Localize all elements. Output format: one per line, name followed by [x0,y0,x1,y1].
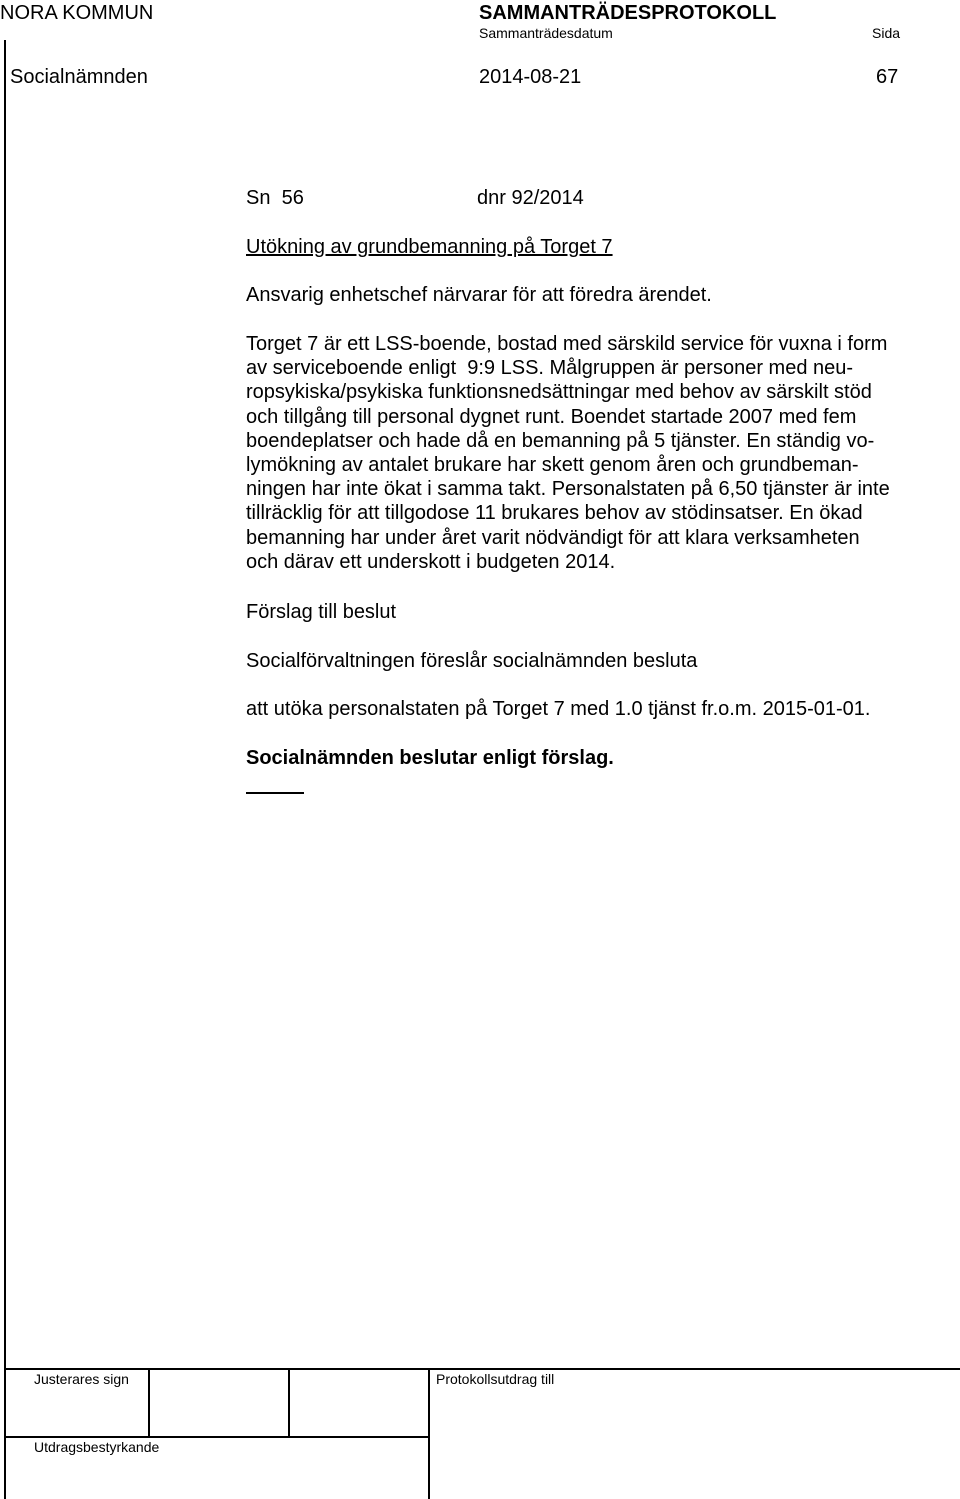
committee-name: Socialnämnden [10,66,148,88]
footer-divider [288,1368,290,1438]
body-line: lymökning av antalet brukare har skett genom åren och grundbeman- [246,454,859,477]
adjuster-sign-label: Justerares sign [34,1371,129,1387]
organization-name: NORA KOMMUN [0,2,154,24]
page-label: Sida [872,25,901,41]
body-line: bemanning har under året varit nödvändigt för att klara verksamheten [246,526,860,549]
extract-to-label: Protokollsutdrag till [436,1371,555,1387]
body-line: ningen har inte ökat i samma takt. Personalstaten på 6,50 tjänster är inte [246,478,890,501]
body-line: av serviceboende enligt 9:9 LSS. Målgruppen är personer med neu- [246,357,854,380]
meeting-date: 2014-08-21 [479,66,582,88]
signature-footer [0,1368,960,1499]
proposal-intro: Socialförvaltningen föreslår socialnämnden besluta [246,650,698,672]
item-body [246,332,946,574]
proposal-text: att utöka personalstaten på Torget 7 med 1.0 tjänst fr.o.m. 2015-01-01. [246,698,871,720]
body-line: och därav ett underskott i budgeten 2014. [246,550,616,573]
body-line: och tillgång till personal dygnet runt. Boendet startade 2007 med fem [246,405,857,428]
body-line: tillräcklig för att tillgodose 11 brukares behov av stödinsatser. En ökad [246,502,863,525]
footer-divider [428,1368,430,1499]
page-number: 67 [876,66,899,88]
body-line: boendeplatser och hade då en bemanning på 5 tjänster. En ständig vo- [246,429,875,452]
item-intro: Ansvarig enhetschef närvarar för att föredra ärendet. [246,284,712,306]
footer-divider [148,1368,150,1438]
meeting-date-label: Sammanträdesdatum [479,25,613,41]
item-heading-row [246,186,946,210]
decision-text: Socialnämnden beslutar enligt förslag. [246,747,614,769]
proposal-heading: Förslag till beslut [246,601,397,623]
body-line: Torget 7 är ett LSS-boende, bostad med särskild service för vuxna i form [246,333,888,355]
diary-number: dnr 92/2014 [477,187,584,209]
left-margin-rule [4,40,6,1499]
footer-middle-rule [4,1436,429,1438]
section-number: Sn 56 [246,187,304,209]
document-type: SAMMANTRÄDESPROTOKOLL [479,2,777,24]
extract-certifier-label: Utdragsbestyrkande [34,1439,160,1455]
end-of-item-rule [246,792,304,794]
body-line: ropsykiska/psykiska funktionsnedsättningar med behov av särskilt stöd [246,381,872,404]
item-title: Utökning av grundbemanning på Torget 7 [246,236,613,258]
